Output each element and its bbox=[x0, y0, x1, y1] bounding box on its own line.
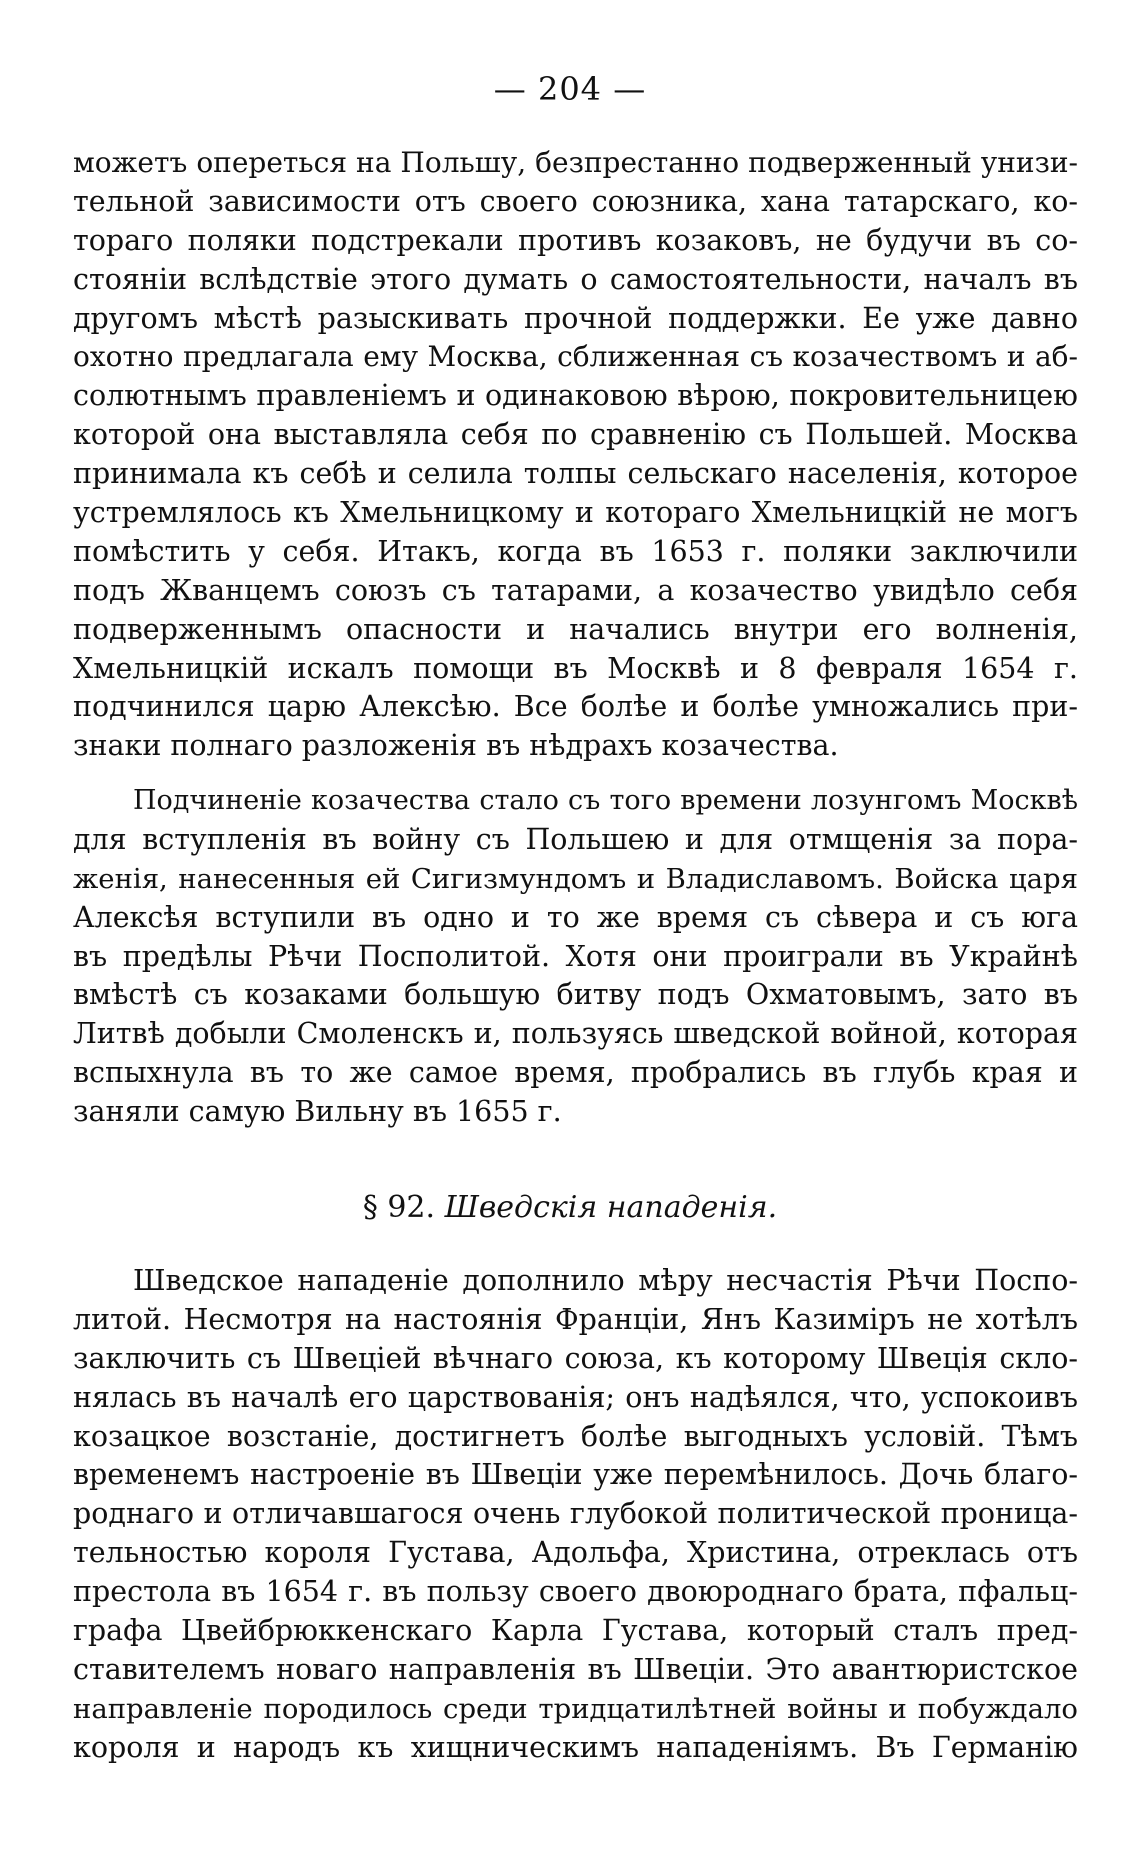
paragraph-2 bbox=[73, 782, 1078, 1132]
text-line: ставителемъ новаго направленія въ Швеціи. Это авантюристское bbox=[73, 1652, 1078, 1686]
text-line: подчинился царю Алексѣю. Все болѣе и болѣе умножались при- bbox=[73, 690, 1078, 724]
text-line: тельностью короля Густава, Адольфа, Христина, отреклась отъ bbox=[73, 1536, 1078, 1570]
paragraph-3 bbox=[73, 1262, 1078, 1768]
text-line: въ предѣлы Рѣчи Посполитой. Хотя они проиграли въ Украйнѣ bbox=[73, 939, 1078, 973]
text-line: Хмельницкій искалъ помощи въ Москвѣ и 8 февраля 1654 г. bbox=[73, 651, 1078, 685]
text-line: тельной зависимости отъ своего союзника, хана татарскаго, ко- bbox=[73, 184, 1078, 218]
text-line: принимала къ себѣ и селила толпы сельскаго населенія, которое bbox=[73, 457, 1078, 491]
text-line: можетъ опереться на Польшу, безпрестанно подверженный унизи- bbox=[73, 146, 1078, 179]
text-line: роднаго и отличавшагося очень глубокой политической проница- bbox=[73, 1497, 1078, 1531]
text-line: тораго поляки подстрекали противъ козаковъ, не будучи въ со- bbox=[73, 223, 1078, 257]
text-line: другомъ мѣстѣ разыскивать прочной поддержки. Ее уже давно bbox=[73, 301, 1078, 335]
paragraph-1 bbox=[73, 144, 1078, 766]
text-line: козацкое возстаніе, достигнетъ болѣе выгодныхъ условій. Тѣмъ bbox=[73, 1419, 1078, 1453]
text-line: литой. Несмотря на настоянія Франціи, Янъ Казиміръ не хотѣлъ bbox=[73, 1302, 1078, 1336]
text-line: Литвѣ добыли Смоленскъ и, пользуясь шведской войной, которая bbox=[73, 1017, 1078, 1051]
text-line: нялась въ началѣ его царствованія; онъ надѣялся, что, успокоивъ bbox=[73, 1380, 1078, 1414]
page-number: — 204 — bbox=[493, 70, 647, 108]
text-line: женія, нанесенныя ей Сигизмундомъ и Владиславомъ. Войска царя bbox=[73, 862, 1078, 895]
text-line: графа Цвейбрюккенскаго Карла Густава, который сталъ пред- bbox=[73, 1614, 1078, 1648]
text-line: которой она выставляла себя по сравненію съ Польшей. Москва bbox=[73, 418, 1078, 452]
text-line: подъ Жванцемъ союзъ съ татарами, а козачество увидѣло себя bbox=[73, 573, 1078, 607]
section-title: Шведскія нападенія. bbox=[444, 1190, 778, 1225]
text-line: заключить съ Швеціей вѣчнаго союза, къ которому Швеція скло- bbox=[73, 1341, 1078, 1375]
text-line: вмѣстѣ съ козаками большую битву подъ Охматовымъ, зато въ bbox=[73, 978, 1078, 1012]
section-heading bbox=[0, 1188, 1140, 1228]
text-line: Подчиненіе козачества стало съ того времени лозунгомъ Москвѣ bbox=[133, 785, 1078, 816]
text-line: вспыхнула въ то же самое время, пробрались въ глубь края и bbox=[73, 1056, 1078, 1090]
section-number: § 92. bbox=[362, 1190, 436, 1225]
text-line: стояніи вслѣдствіе этого думать о самостоятельности, началъ въ bbox=[73, 262, 1078, 296]
text-line: солютнымъ правленіемъ и одинаковою вѣрою, покровительницею bbox=[73, 379, 1078, 413]
text-line: для вступленія въ войну съ Польшею и для отмщенія за пора- bbox=[73, 822, 1078, 856]
text-line: престола въ 1654 г. въ пользу своего двоюроднаго брата, пфальц- bbox=[73, 1575, 1078, 1609]
text-line: подверженнымъ опасности и начались внутри его волненія, bbox=[73, 612, 1078, 646]
text-line: охотно предлагала ему Москва, сближенная съ козачествомъ и аб- bbox=[73, 340, 1078, 374]
text-line: Алексѣя вступили въ одно и то же время съ сѣвера и съ юга bbox=[73, 900, 1078, 934]
text-line: помѣстить у себя. Итакъ, когда въ 1653 г. поляки заключили bbox=[73, 534, 1078, 568]
text-line: знаки полнаго разложенія въ нѣдрахъ козачества. bbox=[73, 729, 839, 763]
text-line: короля и народъ къ хищническимъ нападеніямъ. Въ Германію bbox=[73, 1730, 1078, 1764]
text-line: Шведское нападеніе дополнило мѣру несчастія Рѣчи Поспо- bbox=[133, 1264, 1078, 1297]
text-line: устремлялось къ Хмельницкому и котораго Хмельницкій не могъ bbox=[73, 496, 1078, 530]
text-line: заняли самую Вильну въ 1655 г. bbox=[73, 1095, 562, 1129]
text-line: временемъ настроеніе въ Швеціи уже перемѣнилось. Дочь благо- bbox=[73, 1458, 1078, 1492]
text-line: направленіе породилось среди тридцатилѣтней войны и побуждало bbox=[73, 1692, 1078, 1725]
